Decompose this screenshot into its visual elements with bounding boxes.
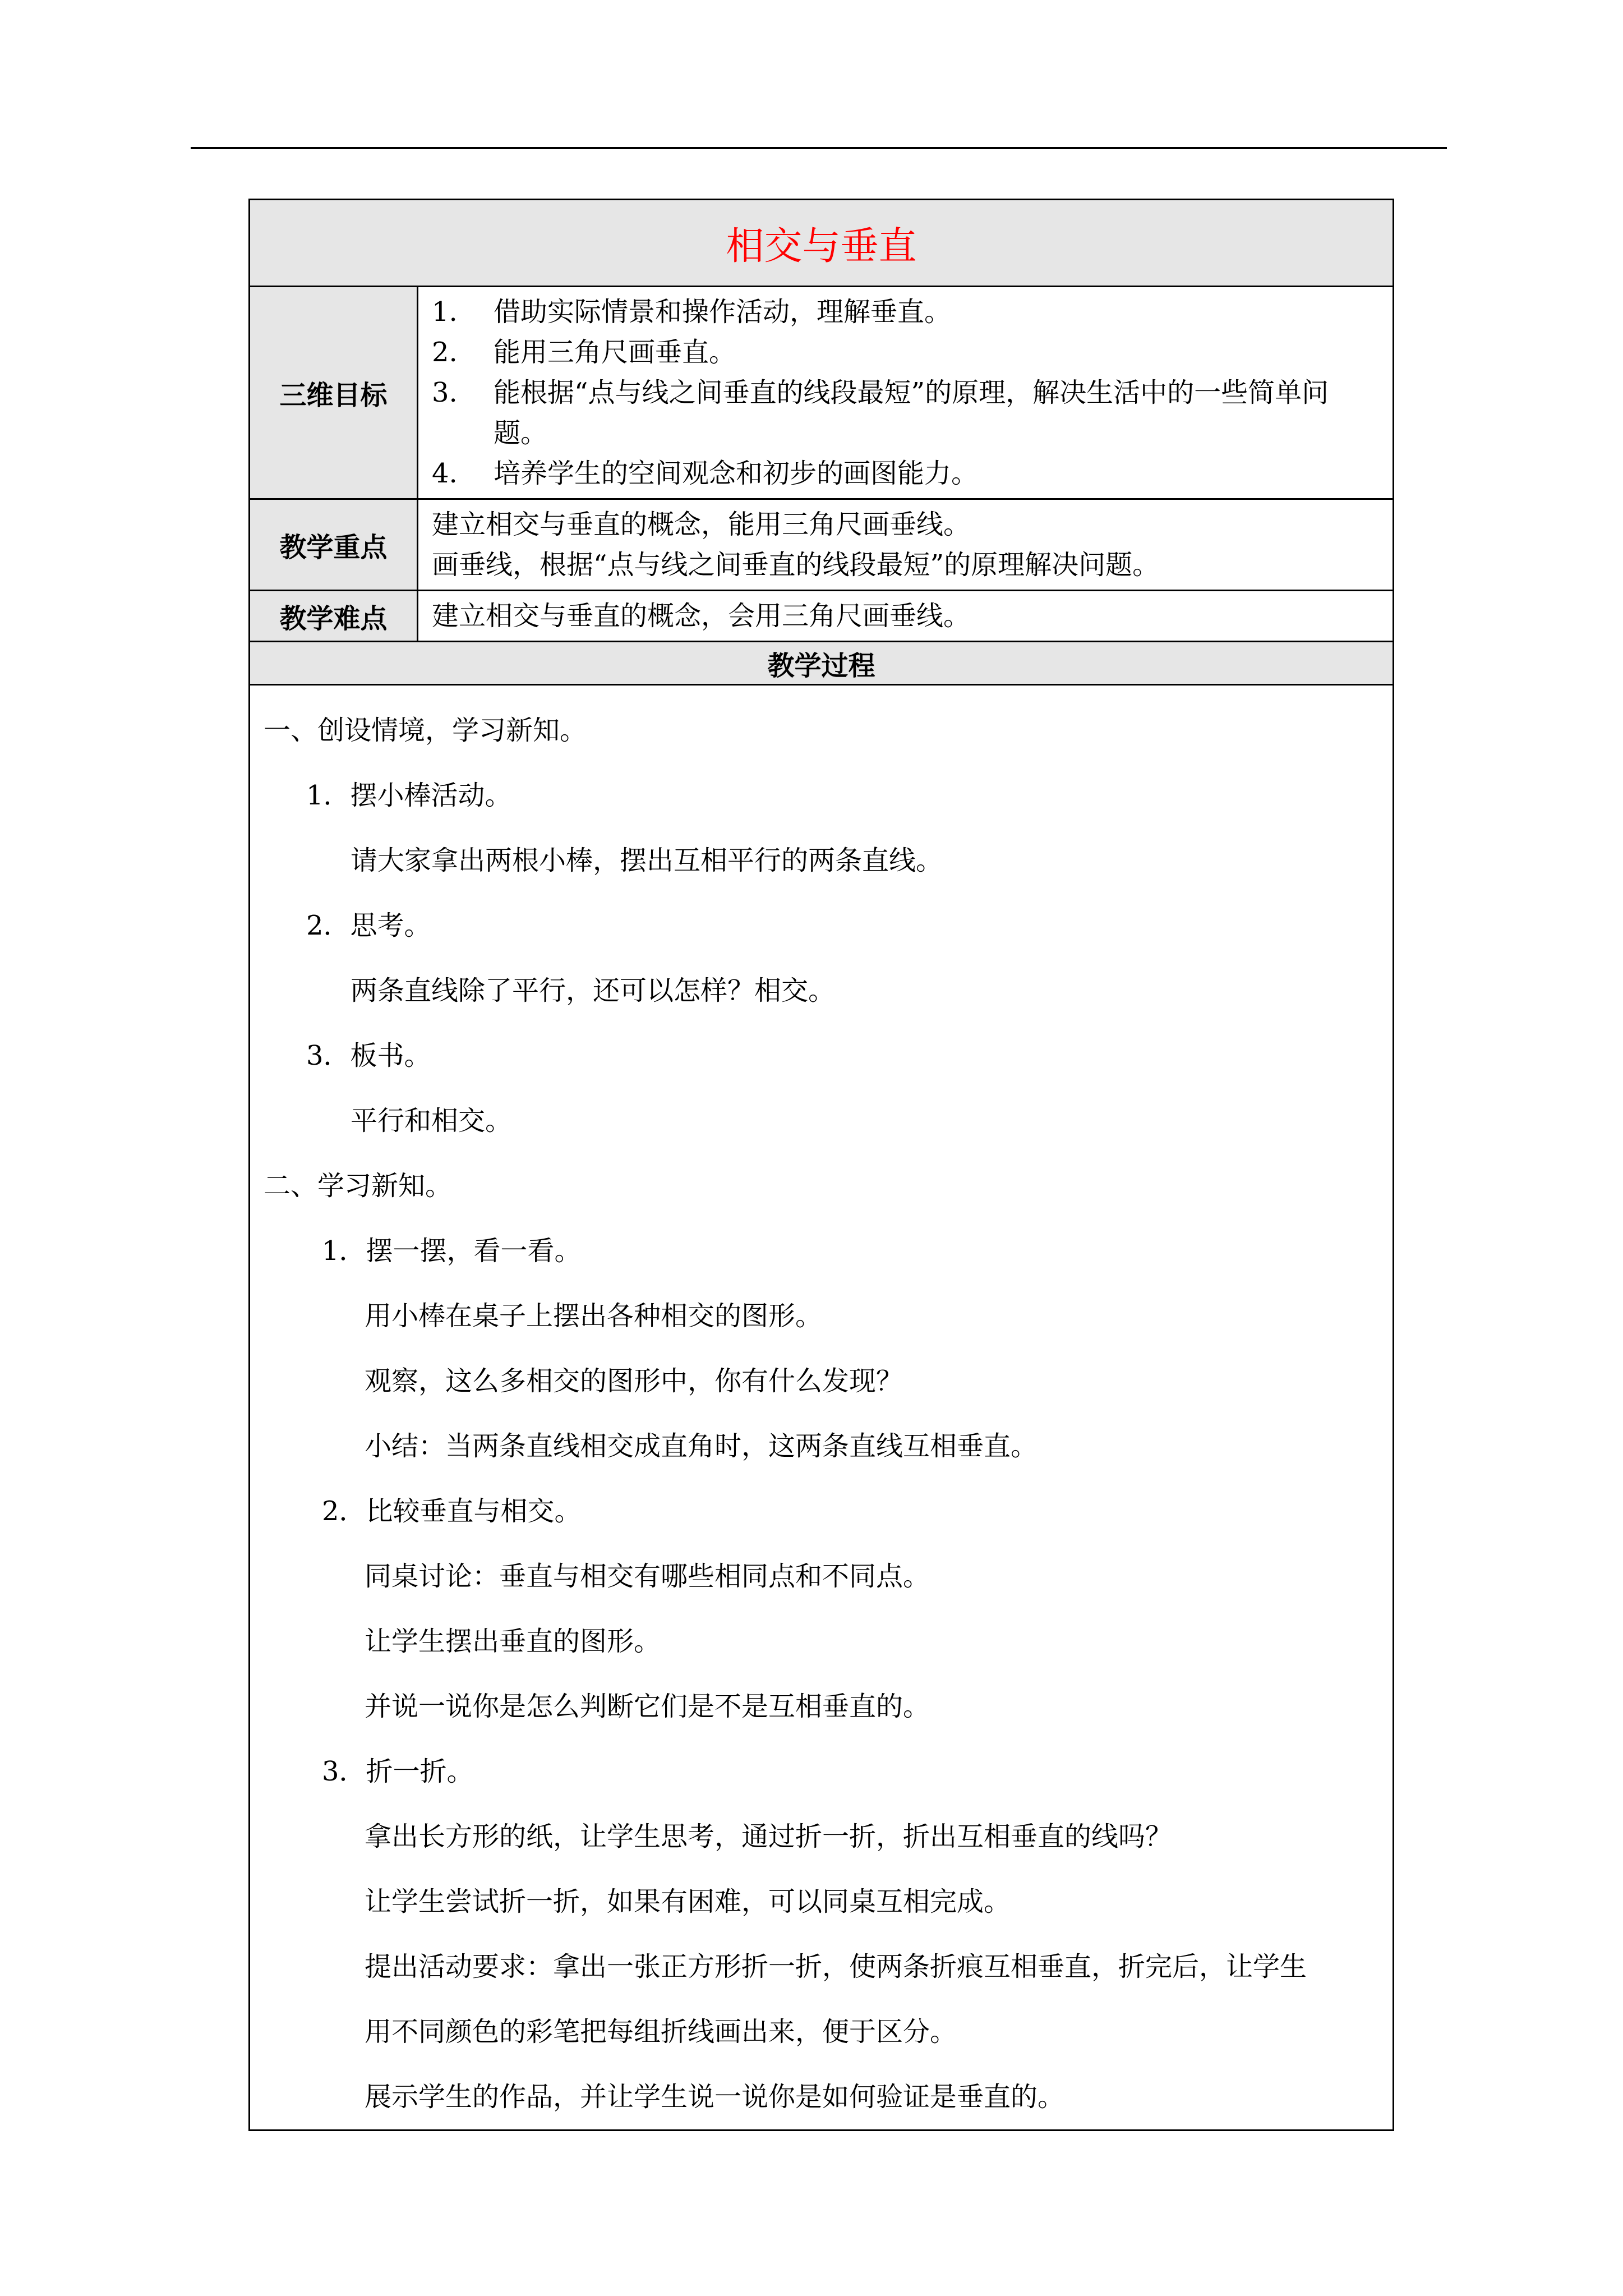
goal-text: 能用三角尺画垂直。 xyxy=(494,337,736,368)
goal-text: 培养学生的空间观念和初步的画图能力。 xyxy=(494,458,979,489)
header-rule xyxy=(191,147,1447,149)
step-heading: 3．板书。 xyxy=(306,1040,431,1071)
key-points-row xyxy=(250,499,1394,591)
goals-list xyxy=(432,292,1379,494)
step-text: 提出活动要求：拿出一张正方形折一折，使两条折痕互相垂直，折完后，让学生 xyxy=(365,1951,1307,1982)
goals-content xyxy=(418,287,1394,499)
goal-text: 能根据“点与线之间垂直的线段最短”的原理，解决生活中的一些简单问题。 xyxy=(494,377,1329,449)
goal-item xyxy=(432,453,1379,494)
goal-number: 3. xyxy=(432,377,458,408)
step-heading: 1．摆一摆，看一看。 xyxy=(322,1235,582,1267)
key-point-line: 建立相交与垂直的概念，能用三角尺画垂线。 xyxy=(432,509,971,540)
step-text: 让学生摆出垂直的图形。 xyxy=(365,1626,661,1657)
process-heading: 教学过程 xyxy=(250,642,1394,685)
process-head-row xyxy=(250,642,1394,685)
step-heading: 2．思考。 xyxy=(306,910,431,941)
goal-item xyxy=(432,332,1379,372)
goal-number: 2. xyxy=(432,337,458,368)
goal-item xyxy=(432,372,1379,453)
goals-row xyxy=(250,287,1394,499)
step-text: 并说一说你是怎么判断它们是不是互相垂直的。 xyxy=(365,1691,930,1722)
step-text: 同桌讨论：垂直与相交有哪些相同点和不同点。 xyxy=(365,1561,930,1592)
key-point-line: 画垂线，根据“点与线之间垂直的线段最短”的原理解决问题。 xyxy=(432,549,1160,581)
goal-number: 4. xyxy=(432,458,458,489)
step-heading: 3．折一折。 xyxy=(322,1756,474,1787)
step-text: 拿出长方形的纸，让学生思考，通过折一折，折出互相垂直的线吗？ xyxy=(365,1821,1173,1852)
goals-label: 三维目标 xyxy=(250,287,418,499)
step-text: 平行和相交。 xyxy=(351,1105,513,1137)
process-content xyxy=(250,685,1394,2131)
section-heading: 一、创设情境，学习新知。 xyxy=(264,715,587,746)
title-row xyxy=(250,200,1394,287)
goal-text: 借助实际情景和操作活动，理解垂直。 xyxy=(494,296,952,328)
difficulty-row xyxy=(250,591,1394,642)
step-text: 请大家拿出两根小棒，摆出互相平行的两条直线。 xyxy=(351,845,943,876)
key-points-content xyxy=(418,499,1394,591)
section-heading: 二、学习新知。 xyxy=(264,1170,453,1202)
goal-item xyxy=(432,292,1379,332)
process-body-row xyxy=(250,685,1394,2131)
step-text: 两条直线除了平行，还可以怎样？相交。 xyxy=(351,975,836,1006)
step-text: 小结：当两条直线相交成直角时，这两条直线互相垂直。 xyxy=(365,1430,1038,1462)
step-text: 用小棒在桌子上摆出各种相交的图形。 xyxy=(365,1300,823,1332)
difficulty-content: 建立相交与垂直的概念，会用三角尺画垂线。 xyxy=(418,591,1394,642)
lesson-plan-table xyxy=(248,199,1394,2131)
step-text: 让学生尝试折一折，如果有困难，可以同桌互相完成。 xyxy=(365,1886,1011,1917)
difficulty-label: 教学难点 xyxy=(250,591,418,642)
key-points-label: 教学重点 xyxy=(250,499,418,591)
step-heading: 2．比较垂直与相交。 xyxy=(322,1496,582,1527)
lesson-title: 相交与垂直 xyxy=(250,200,1394,287)
step-text: 用不同颜色的彩笔把每组折线画出来，便于区分。 xyxy=(365,2016,957,2047)
goal-number: 1. xyxy=(432,296,458,328)
step-heading: 1．摆小棒活动。 xyxy=(306,780,512,811)
step-text: 展示学生的作品，并让学生说一说你是如何验证是垂直的。 xyxy=(365,2081,1065,2113)
step-text: 观察，这么多相交的图形中，你有什么发现？ xyxy=(365,1365,903,1397)
